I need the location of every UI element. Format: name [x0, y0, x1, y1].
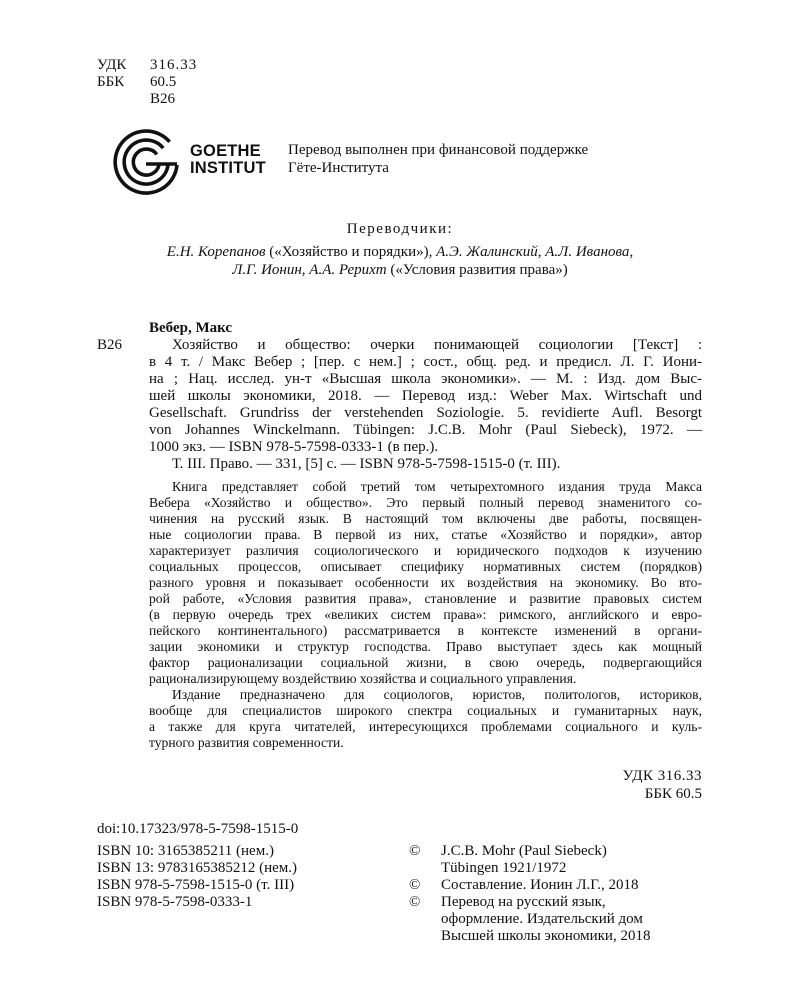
- catalog-line: в 4 т. / Макс Вебер ; [пер. с нем.] ; сост., общ. ред. и предисл. Л. Г. Иони-: [149, 354, 702, 370]
- annotation-line: социальных процессов, описывает специфику нормативных систем (порядков): [149, 559, 702, 574]
- annotation-line: фактор рационализации социальной жизни, в свою очередь, подвергающийся: [149, 655, 702, 670]
- translators-line-1: [0, 244, 800, 261]
- copyright-line: оформление. Издательский дом: [441, 911, 643, 927]
- catalog-author: Вебер, Макс: [149, 320, 233, 336]
- annotation-line: зации экономики и структур господства. Право выступает здесь как мощный: [149, 639, 702, 654]
- annotation-line: вообще для специалистов широкого спектра социальных и гуманитарных наук,: [149, 703, 702, 718]
- translator-ivanova: А.Л. Иванова: [545, 244, 630, 260]
- logo-word-institut: INSTITUT: [190, 159, 266, 177]
- isbn-line: ISBN 978-5-7598-0333-1: [97, 894, 253, 910]
- annotation-line: рой работе, «Условия развития права», становление и развитие правовых систем: [149, 591, 702, 606]
- annotation-line: чинения на русский язык. В настоящий том включены две работы, посвящен-: [149, 511, 702, 526]
- annotation-line: характеризует различия социологического и юридического подходов к изучению: [149, 543, 702, 558]
- bottom-udk: УДК 316.33: [622, 768, 702, 784]
- bbk-label: ББК: [97, 74, 125, 90]
- author-mark: В26: [150, 91, 176, 107]
- copyright-line: Высшей школы экономики, 2018: [441, 928, 651, 944]
- annotation-line: Вебера «Хозяйство и общество». Это первый полный перевод знаменитого со-: [149, 495, 702, 510]
- translators-heading: Переводчики:: [346, 221, 454, 237]
- translators-line-2: [0, 262, 800, 279]
- annotation-line: рационализирующему воздействию хозяйства и социального управления.: [149, 671, 577, 686]
- translator-text: («Условия развития права»): [386, 262, 568, 278]
- annotation-line: турного развития современности.: [149, 735, 344, 750]
- logo-word-goethe: GOETHE: [190, 142, 261, 160]
- annotation-line: ные социологии права. В первой из них, статье «Хозяйство и порядки», автор: [149, 527, 702, 542]
- copyright-line: Tübingen 1921/1972: [441, 860, 567, 876]
- isbn-line: ISBN 10: 3165385211 (нем.): [97, 843, 274, 859]
- catalog-line: von Johannes Winckelmann. Tübingen: J.C.B. Mohr (Paul Siebeck), 1972. —: [149, 422, 702, 438]
- catalog-line: Хозяйство и общество: очерки понимающей социологии [Текст] :: [172, 337, 702, 353]
- catalog-mark: В26: [97, 337, 123, 353]
- copyright-icon: ©: [409, 877, 421, 893]
- translator-zhalinsky: А.Э. Жалинский: [436, 244, 538, 260]
- annotation-line: разного уровня и показывает особенности их воздействия на экономику. Во вто-: [149, 575, 702, 590]
- isbn-line: ISBN 13: 9783165385212 (нем.): [97, 860, 298, 876]
- catalog-volume-line: Т. III. Право. — 331, [5] с. — ISBN 978-5-7598-1515-0 (т. III).: [172, 456, 561, 472]
- translator-text: ,: [629, 244, 634, 260]
- catalog-line: Gesellschaft. Grundriss der verstehenden Soziologie. 5. revidierte Aufl. Besorgt: [149, 405, 702, 421]
- bbk-value: 60.5: [150, 74, 177, 90]
- translator-text: ,: [301, 262, 310, 278]
- catalog-line: шей школы экономики, 2018. — Перевод изд.: Weber Max. Wirtschaft und: [149, 388, 702, 404]
- annotation-line: пейского континентального) рассматривается в контексте изменений в органи-: [149, 623, 702, 638]
- translator-rericht: А.А. Рерихт: [309, 262, 387, 278]
- translator-text: ,: [537, 244, 546, 260]
- catalog-line: на ; Нац. исслед. ун-т «Высшая школа экономики». — М. : Изд. дом Выс-: [149, 371, 702, 387]
- support-line-2: Гёте-Института: [288, 160, 389, 176]
- annotation-line: (в первую очередь трех «великих систем права»: римского, английского и евро-: [149, 607, 702, 622]
- support-line-1: Перевод выполнен при финансовой поддержке: [288, 142, 589, 158]
- annotation-line: Издание предназначено для социологов, юристов, политологов, историков,: [172, 687, 702, 702]
- catalog-line: 1000 экз. — ISBN 978-5-7598-0333-1 (в пер.).: [149, 439, 439, 455]
- bottom-bbk: ББК 60.5: [644, 786, 702, 802]
- isbn-line: ISBN 978-5-7598-1515-0 (т. III): [97, 877, 295, 893]
- copyright-line: J.C.B. Mohr (Paul Siebeck): [441, 843, 607, 859]
- translator-ionin: Л.Г. Ионин: [232, 262, 302, 278]
- copyright-icon: ©: [409, 843, 421, 859]
- translator-text: («Хозяйство и порядки»),: [265, 244, 437, 260]
- goethe-institut-logo-icon: [111, 129, 181, 199]
- udk-value: 316.33: [150, 57, 198, 73]
- copyright-line: Перевод на русский язык,: [441, 894, 606, 910]
- copyright-line: Составление. Ионин Л.Г., 2018: [441, 877, 639, 893]
- translator-korepanov: Е.Н. Корепанов: [166, 244, 266, 260]
- annotation-line: Книга представляет собой третий том четырехтомного издания труда Макса: [172, 479, 702, 494]
- copyright-icon: ©: [409, 894, 421, 910]
- doi: doi:10.17323/978-5-7598-1515-0: [97, 821, 299, 837]
- udk-label: УДК: [97, 57, 127, 73]
- annotation-line: а также для круга читателей, интересующихся проблемами социального и куль-: [149, 719, 702, 734]
